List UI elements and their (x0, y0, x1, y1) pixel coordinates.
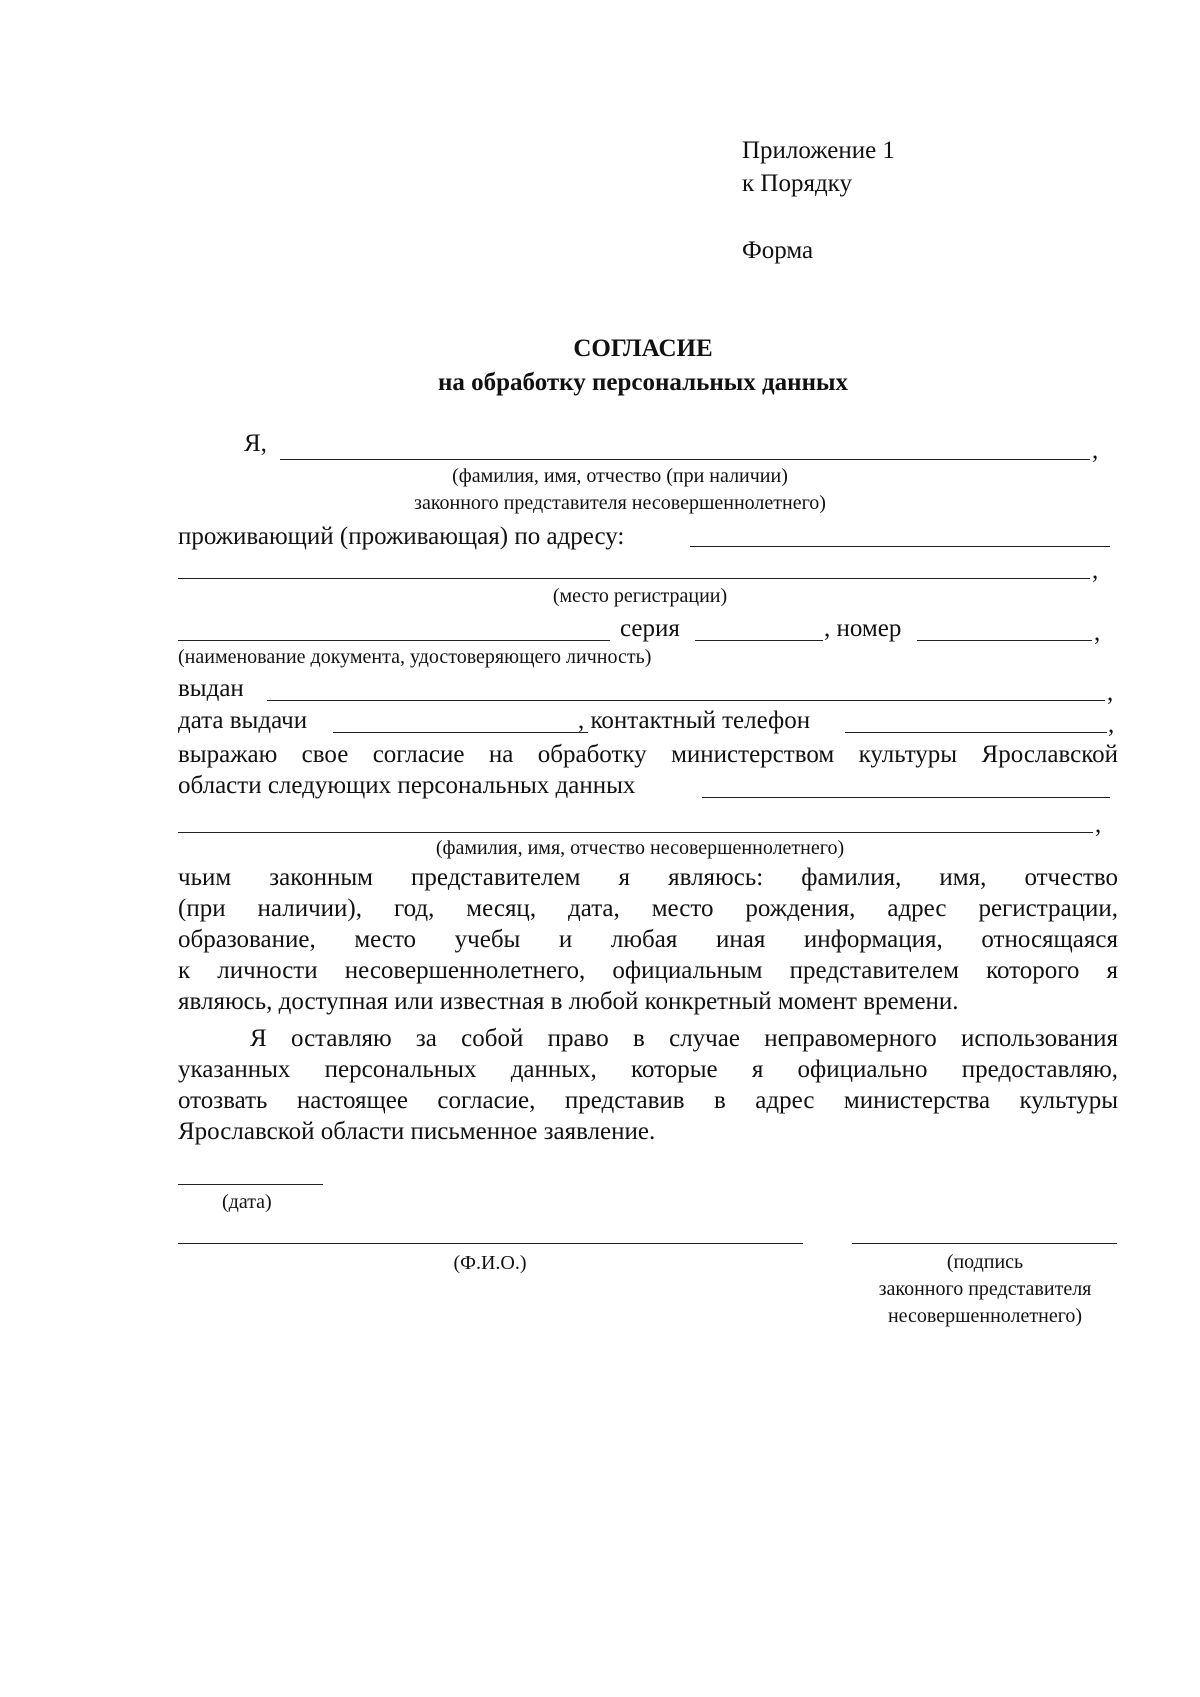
personal-data-field-1[interactable] (702, 797, 1110, 798)
paragraph-line: Я оставляю за собой право в случае неправомерного использования (250, 1025, 1118, 1052)
series-field[interactable] (695, 640, 823, 641)
address-field-2[interactable] (178, 578, 1090, 579)
comma: , (1095, 811, 1102, 838)
comma: , (1094, 619, 1101, 646)
signature-hint-3: несовершеннолетнего) (887, 1305, 1083, 1327)
consent-line-1: выражаю свое согласие на обработку министерством культуры Ярославской (178, 741, 1118, 768)
phone-field[interactable] (845, 732, 1107, 733)
paragraph-line: к личности несовершеннолетнего, официальным представителем которого я (178, 957, 1118, 984)
issued-label: выдан (178, 675, 244, 702)
paragraph-line: Ярославской области письменное заявление. (178, 1118, 656, 1145)
appendix-reference: к Порядку (742, 170, 852, 197)
consent-text (178, 739, 1118, 770)
hint-fio-representative-2: законного представителя несовершеннолетнего) (414, 492, 826, 514)
paragraph-personal-data (178, 862, 1118, 1017)
personal-data-field-2[interactable] (178, 832, 1093, 833)
signature-field[interactable] (852, 1243, 1117, 1244)
issue-date-label: дата выдачи (178, 707, 308, 734)
paragraph-withdrawal (178, 1023, 1118, 1147)
address-field-1[interactable] (690, 546, 1110, 547)
consent-line-2: области следующих персональных данных (178, 772, 636, 799)
hint-fio-representative-1: (фамилия, имя, отчество (при наличии) (452, 465, 788, 487)
paragraph-line: указанных персональных данных, которые я официально предоставляю, (178, 1056, 1118, 1083)
document-title: СОГЛАСИЕ (573, 335, 713, 362)
comma: , (1092, 437, 1099, 464)
signature-hint-2: законного представителя (878, 1278, 1092, 1300)
series-label: серия (620, 615, 680, 642)
date-hint: (дата) (222, 1191, 272, 1213)
fio-hint: (Ф.И.О.) (453, 1252, 527, 1274)
fio-signature-field[interactable] (178, 1243, 803, 1244)
comma: , (1107, 679, 1114, 706)
paragraph-line: являюсь, доступная или известная в любой конкретный момент времени. (178, 988, 959, 1015)
hint-fio-minor: (фамилия, имя, отчество несовершеннолетнего) (435, 837, 845, 859)
address-label: проживающий (проживающая) по адресу: (178, 523, 625, 550)
comma: , (1108, 711, 1115, 738)
number-field[interactable] (917, 640, 1092, 641)
issued-by-field[interactable] (267, 700, 1105, 701)
phone-label: , контактный телефон (578, 707, 811, 734)
form-label: Форма (742, 237, 814, 264)
date-field[interactable] (178, 1184, 323, 1185)
document-name-field[interactable] (178, 640, 610, 641)
appendix-number: Приложение 1 (742, 137, 895, 164)
paragraph-line: отозвать настоящее согласие, представив в адрес министерства культуры (178, 1087, 1118, 1114)
issue-date-field[interactable] (333, 732, 588, 733)
fio-representative-field[interactable] (280, 459, 1090, 460)
paragraph-line: образование, место учебы и любая иная информация, относящаяся (178, 926, 1118, 953)
comma: , (1092, 557, 1099, 584)
number-label: , номер (824, 615, 902, 642)
i-label: Я, (244, 430, 267, 457)
hint-registration: (место регистрации) (552, 585, 728, 607)
document-subtitle: на обработку персональных данных (438, 369, 848, 396)
paragraph-line: (при наличии), год, месяц, дата, место рождения, адрес регистрации, (178, 895, 1118, 922)
paragraph-line: чьим законным представителем я являюсь: фамилия, имя, отчество (178, 864, 1118, 891)
hint-document: (наименование документа, удостоверяющего личность) (178, 646, 652, 668)
signature-hint-1: (подпись (946, 1251, 1024, 1273)
